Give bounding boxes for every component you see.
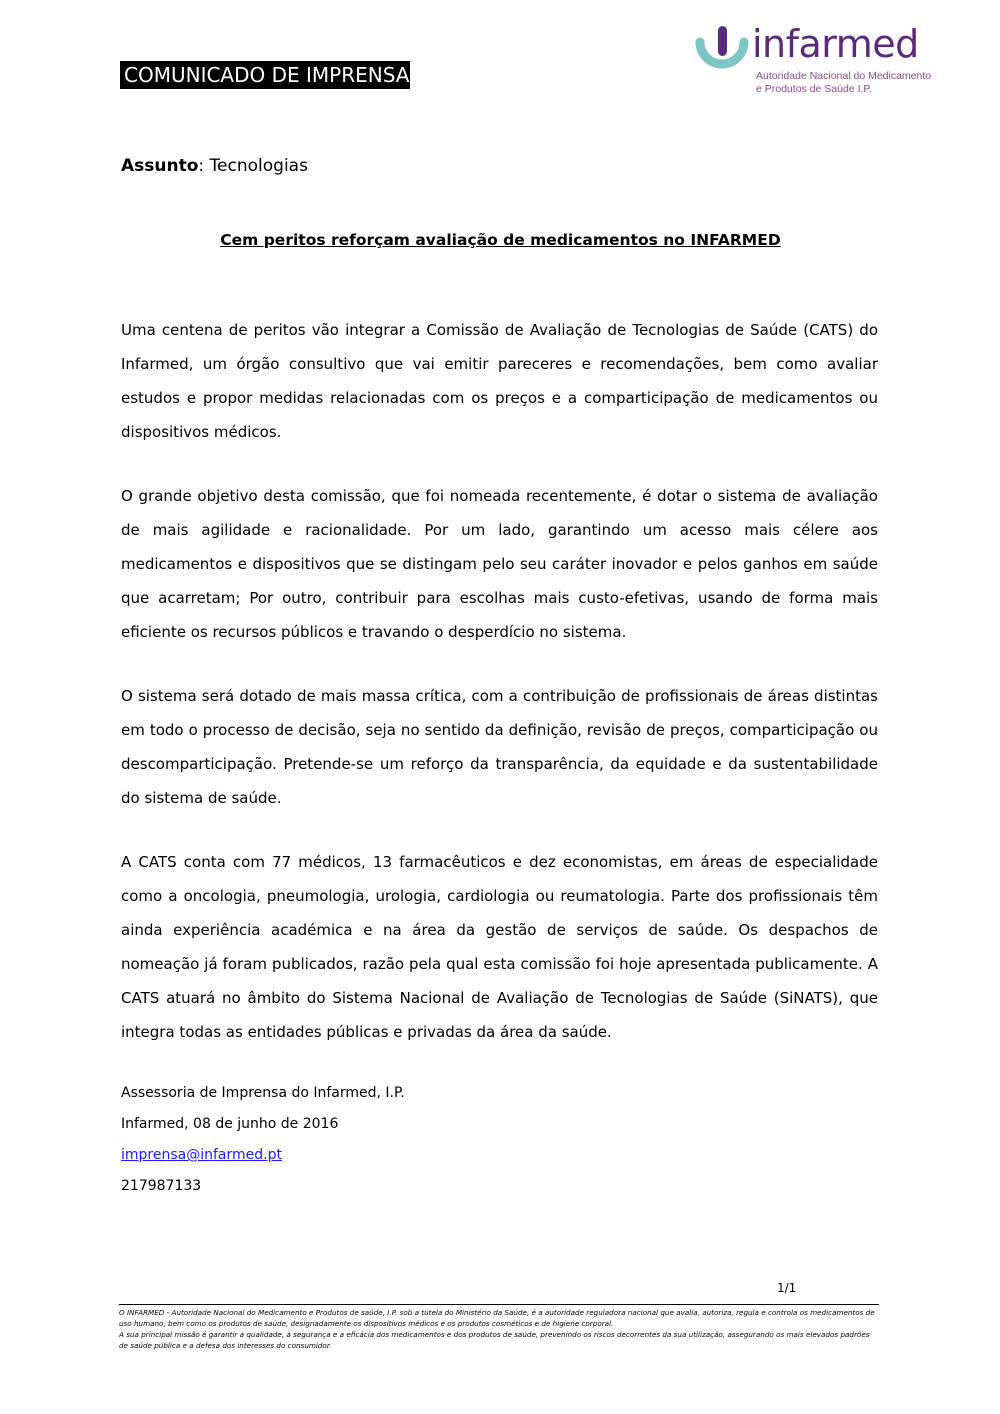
signature-phone: 217987133 bbox=[121, 1178, 202, 1194]
logo-tagline-line-2: e Produtos de Saúde I.P. bbox=[756, 83, 872, 95]
body-paragraph: A CATS conta com 77 médicos, 13 farmacêuticos e dez economistas, em áreas de especialidade como a oncologia, pneumologia, urologia, cardiologia ou reumatologia. Parte dos profissionais têm ainda experiência académica e na área da gestão de serviços de saúde. Os despachos de nomeação já foram publicados, razão pela qual esta comissão foi hoje apresentada publicamente. A CATS atuará no âmbito do Sistema Nacional de Avaliação de Tecnologias de Saúde (SiNATS), que integra todas as entidades públicas e privadas da área da saúde. bbox=[121, 853, 878, 1041]
signature-office: Assessoria de Imprensa do Infarmed, I.P. bbox=[121, 1085, 405, 1101]
headline: Cem peritos reforçam avaliação de medicamentos no INFARMED bbox=[220, 231, 781, 249]
press-email-link[interactable]: imprensa@infarmed.pt bbox=[121, 1147, 282, 1163]
footer-line-1: O INFARMED - Autoridade Nacional do Medicamento e Produtos de saúde, I.P. sob a tutela do Ministério da Saúde, é a autoridade reguladora nacional que avalia, autoriza, regula e controla os medicamentos de uso humano, bem como os produtos de saúde, designadamente os dispositivos médicos e os produtos cosméticos e de higiene corporal. bbox=[119, 1308, 875, 1328]
infarmed-logo-icon bbox=[694, 24, 750, 80]
signature-place-date: Infarmed, 08 de junho de 2016 bbox=[121, 1116, 339, 1132]
body-paragraph: O sistema será dotado de mais massa crítica, com a contribuição de profissionais de áreas distintas em todo o processo de decisão, seja no sentido da definição, revisão de preços, comparticipação ou descomparticipação. Pretende-se um reforço da transparência, da equidade e da sustentabilidade do sistema de saúde. bbox=[121, 687, 878, 807]
subject-value: Tecnologias bbox=[209, 156, 308, 176]
logo-wordmark: infarmed bbox=[752, 22, 919, 66]
signature-block bbox=[121, 1078, 405, 1202]
subject-label: Assunto bbox=[121, 156, 199, 176]
body-paragraph: Uma centena de peritos vão integrar a Comissão de Avaliação de Tecnologias de Saúde (CATS) do Infarmed, um órgão consultivo que vai emitir pareceres e recomendações, bem como avaliar estudos e propor medidas relacionadas com os preços e a comparticipação de medicamentos ou dispositivos médicos. bbox=[121, 321, 878, 441]
logo-tagline-line-1: Autoridade Nacional do Medicamento bbox=[756, 70, 932, 82]
body-text bbox=[121, 313, 878, 1079]
subject-line bbox=[121, 155, 308, 177]
infarmed-logo bbox=[694, 22, 932, 104]
press-release-badge: COMUNICADO DE IMPRENSA bbox=[120, 61, 410, 89]
logo-tagline bbox=[756, 70, 931, 96]
footer-disclaimer bbox=[119, 1307, 879, 1351]
body-paragraph: O grande objetivo desta comissão, que foi nomeada recentemente, é dotar o sistema de avaliação de mais agilidade e racionalidade. Por um lado, garantindo um acesso mais célere aos medicamentos e dispositivos que se distingam pelo seu caráter inovador e pelos ganhos em saúde que acarretam; Por outro, contribuir para escolhas mais custo-efetivas, usando de forma mais eficiente os recursos públicos e travando o desperdício no sistema. bbox=[121, 487, 878, 641]
footer-divider bbox=[119, 1304, 879, 1305]
subject-separator: : bbox=[198, 156, 205, 176]
footer-line-2: A sua principal missão é garantir a qualidade, a segurança e a eficácia dos medicamentos e dos produtos de saúde, prevenindo os riscos decorrentes da sua utilização, assegurando os mais elevados padrões de saúde pública e a defesa dos interesses do consumidor. bbox=[119, 1330, 870, 1350]
page-number: 1/1 bbox=[777, 1281, 797, 1295]
